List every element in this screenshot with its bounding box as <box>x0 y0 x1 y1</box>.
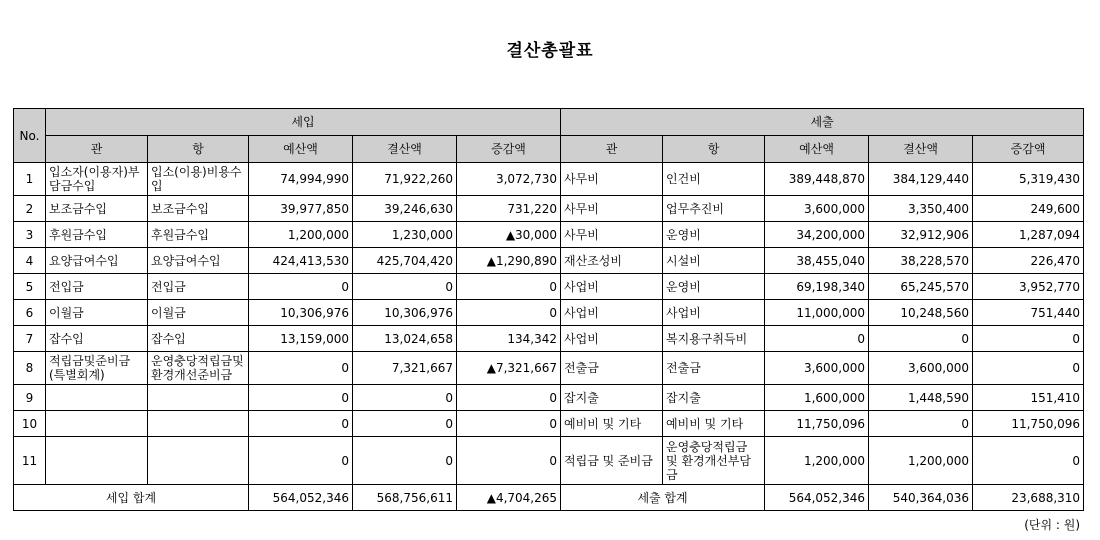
expense-settled: 0 <box>869 411 973 437</box>
expense-hang: 잡지출 <box>663 385 765 411</box>
expense-settled: 3,600,000 <box>869 352 973 385</box>
row-no: 9 <box>14 385 46 411</box>
revenue-budget: 0 <box>249 352 353 385</box>
expense-diff: 151,410 <box>973 385 1084 411</box>
revenue-total-diff: ▲4,704,265 <box>457 485 561 511</box>
revenue-gwan: 전입금 <box>46 274 148 300</box>
revenue-gwan: 잡수입 <box>46 326 148 352</box>
expense-settled: 0 <box>869 326 973 352</box>
expense-settled: 38,228,570 <box>869 248 973 274</box>
revenue-hang: 이월금 <box>148 300 249 326</box>
revenue-hang: 보조금수입 <box>148 196 249 222</box>
table-row <box>14 248 1084 274</box>
revenue-settled: 10,306,976 <box>353 300 457 326</box>
expense-hang: 시설비 <box>663 248 765 274</box>
expense-budget: 11,000,000 <box>765 300 869 326</box>
expense-diff: 3,952,770 <box>973 274 1084 300</box>
revenue-gwan: 적립금및준비금(특별회계) <box>46 352 148 385</box>
expense-settled: 1,448,590 <box>869 385 973 411</box>
revenue-settled: 7,321,667 <box>353 352 457 385</box>
revenue-diff: 731,220 <box>457 196 561 222</box>
revenue-gwan <box>46 385 148 411</box>
revenue-diff: ▲30,000 <box>457 222 561 248</box>
expense-gwan: 사무비 <box>561 222 663 248</box>
revenue-hang: 운영충당적립금및환경개선준비금 <box>148 352 249 385</box>
revenue-total-settled: 568,756,611 <box>353 485 457 511</box>
expense-budget: 1,600,000 <box>765 385 869 411</box>
row-no: 10 <box>14 411 46 437</box>
expense-gwan: 적립금 및 준비금 <box>561 437 663 485</box>
expense-gwan: 사업비 <box>561 326 663 352</box>
expense-settled: 3,350,400 <box>869 196 973 222</box>
expense-hang: 복지용구취득비 <box>663 326 765 352</box>
row-no: 1 <box>14 163 46 196</box>
revenue-settled: 425,704,420 <box>353 248 457 274</box>
expense-settled: 32,912,906 <box>869 222 973 248</box>
revenue-budget: 424,413,530 <box>249 248 353 274</box>
totals-row <box>14 485 1084 511</box>
revenue-settled: 71,922,260 <box>353 163 457 196</box>
row-no: 8 <box>14 352 46 385</box>
revenue-hang <box>148 437 249 485</box>
expense-budget: 11,750,096 <box>765 411 869 437</box>
header-revenue-hang: 항 <box>148 136 249 163</box>
expense-gwan: 예비비 및 기타 <box>561 411 663 437</box>
expense-gwan: 재산조성비 <box>561 248 663 274</box>
table-row <box>14 163 1084 196</box>
expense-hang: 예비비 및 기타 <box>663 411 765 437</box>
expense-diff: 0 <box>973 352 1084 385</box>
header-revenue: 세입 <box>46 109 561 136</box>
expense-budget: 69,198,340 <box>765 274 869 300</box>
header-expense-hang: 항 <box>663 136 765 163</box>
table-row <box>14 411 1084 437</box>
table-row <box>14 437 1084 485</box>
revenue-budget: 1,200,000 <box>249 222 353 248</box>
header-no: No. <box>14 109 46 163</box>
expense-hang: 운영충당적립금 및 환경개선부담금 <box>663 437 765 485</box>
expense-hang: 업무추진비 <box>663 196 765 222</box>
revenue-diff: 134,342 <box>457 326 561 352</box>
expense-gwan: 사업비 <box>561 274 663 300</box>
expense-settled: 10,248,560 <box>869 300 973 326</box>
row-no: 11 <box>14 437 46 485</box>
expense-hang: 사업비 <box>663 300 765 326</box>
expense-settled: 384,129,440 <box>869 163 973 196</box>
revenue-diff: ▲7,321,667 <box>457 352 561 385</box>
expense-diff: 11,750,096 <box>973 411 1084 437</box>
expense-settled: 65,245,570 <box>869 274 973 300</box>
expense-hang: 전출금 <box>663 352 765 385</box>
expense-budget: 34,200,000 <box>765 222 869 248</box>
revenue-hang: 입소(이용)비용수입 <box>148 163 249 196</box>
revenue-settled: 0 <box>353 385 457 411</box>
revenue-settled: 0 <box>353 437 457 485</box>
expense-diff: 0 <box>973 437 1084 485</box>
row-no: 4 <box>14 248 46 274</box>
revenue-settled: 1,230,000 <box>353 222 457 248</box>
row-no: 7 <box>14 326 46 352</box>
expense-budget: 3,600,000 <box>765 196 869 222</box>
revenue-diff: 0 <box>457 437 561 485</box>
revenue-settled: 0 <box>353 274 457 300</box>
expense-gwan: 사업비 <box>561 300 663 326</box>
settlement-table <box>13 108 1084 511</box>
revenue-diff: 0 <box>457 411 561 437</box>
revenue-total-label: 세입 합계 <box>14 485 249 511</box>
revenue-hang <box>148 411 249 437</box>
header-expense: 세출 <box>561 109 1084 136</box>
revenue-settled: 0 <box>353 411 457 437</box>
expense-gwan: 사무비 <box>561 196 663 222</box>
revenue-hang: 후원금수입 <box>148 222 249 248</box>
revenue-gwan: 입소자(이용자)부담금수입 <box>46 163 148 196</box>
header-expense-diff: 증감액 <box>973 136 1084 163</box>
header-revenue-diff: 증감액 <box>457 136 561 163</box>
table-row <box>14 274 1084 300</box>
expense-hang: 운영비 <box>663 274 765 300</box>
header-revenue-settled: 결산액 <box>353 136 457 163</box>
revenue-budget: 0 <box>249 411 353 437</box>
expense-diff: 226,470 <box>973 248 1084 274</box>
expense-budget: 389,448,870 <box>765 163 869 196</box>
table-row <box>14 385 1084 411</box>
header-revenue-gwan: 관 <box>46 136 148 163</box>
expense-gwan: 전출금 <box>561 352 663 385</box>
revenue-budget: 74,994,990 <box>249 163 353 196</box>
expense-hang: 인건비 <box>663 163 765 196</box>
expense-budget: 1,200,000 <box>765 437 869 485</box>
header-revenue-budget: 예산액 <box>249 136 353 163</box>
revenue-diff: 3,072,730 <box>457 163 561 196</box>
revenue-diff: 0 <box>457 274 561 300</box>
revenue-budget: 39,977,850 <box>249 196 353 222</box>
expense-total-settled: 540,364,036 <box>869 485 973 511</box>
revenue-gwan <box>46 411 148 437</box>
expense-total-budget: 564,052,346 <box>765 485 869 511</box>
unit-note: (단위 : 원) <box>1024 518 1080 532</box>
table-row <box>14 196 1084 222</box>
revenue-gwan: 후원금수입 <box>46 222 148 248</box>
expense-gwan: 사무비 <box>561 163 663 196</box>
expense-hang: 운영비 <box>663 222 765 248</box>
revenue-budget: 10,306,976 <box>249 300 353 326</box>
expense-budget: 3,600,000 <box>765 352 869 385</box>
table-row <box>14 222 1084 248</box>
expense-diff: 0 <box>973 326 1084 352</box>
expense-diff: 249,600 <box>973 196 1084 222</box>
header-expense-settled: 결산액 <box>869 136 973 163</box>
table-row <box>14 352 1084 385</box>
row-no: 6 <box>14 300 46 326</box>
revenue-total-budget: 564,052,346 <box>249 485 353 511</box>
revenue-gwan: 보조금수입 <box>46 196 148 222</box>
revenue-hang: 전입금 <box>148 274 249 300</box>
revenue-settled: 13,024,658 <box>353 326 457 352</box>
expense-diff: 5,319,430 <box>973 163 1084 196</box>
expense-budget: 0 <box>765 326 869 352</box>
revenue-budget: 0 <box>249 274 353 300</box>
expense-diff: 751,440 <box>973 300 1084 326</box>
table-row <box>14 326 1084 352</box>
revenue-diff: 0 <box>457 385 561 411</box>
expense-gwan: 잡지출 <box>561 385 663 411</box>
expense-total-label: 세출 합계 <box>561 485 765 511</box>
revenue-diff: 0 <box>457 300 561 326</box>
revenue-gwan: 이월금 <box>46 300 148 326</box>
expense-settled: 1,200,000 <box>869 437 973 485</box>
revenue-gwan: 요양급여수입 <box>46 248 148 274</box>
revenue-budget: 0 <box>249 385 353 411</box>
row-no: 2 <box>14 196 46 222</box>
expense-budget: 38,455,040 <box>765 248 869 274</box>
row-no: 3 <box>14 222 46 248</box>
row-no: 5 <box>14 274 46 300</box>
header-expense-gwan: 관 <box>561 136 663 163</box>
revenue-settled: 39,246,630 <box>353 196 457 222</box>
revenue-gwan <box>46 437 148 485</box>
revenue-hang: 요양급여수입 <box>148 248 249 274</box>
page-title: 결산총괄표 <box>506 41 594 61</box>
table-row <box>14 300 1084 326</box>
expense-diff: 1,287,094 <box>973 222 1084 248</box>
revenue-hang: 잡수입 <box>148 326 249 352</box>
expense-total-diff: 23,688,310 <box>973 485 1084 511</box>
revenue-diff: ▲1,290,890 <box>457 248 561 274</box>
revenue-hang <box>148 385 249 411</box>
revenue-budget: 0 <box>249 437 353 485</box>
header-expense-budget: 예산액 <box>765 136 869 163</box>
revenue-budget: 13,159,000 <box>249 326 353 352</box>
